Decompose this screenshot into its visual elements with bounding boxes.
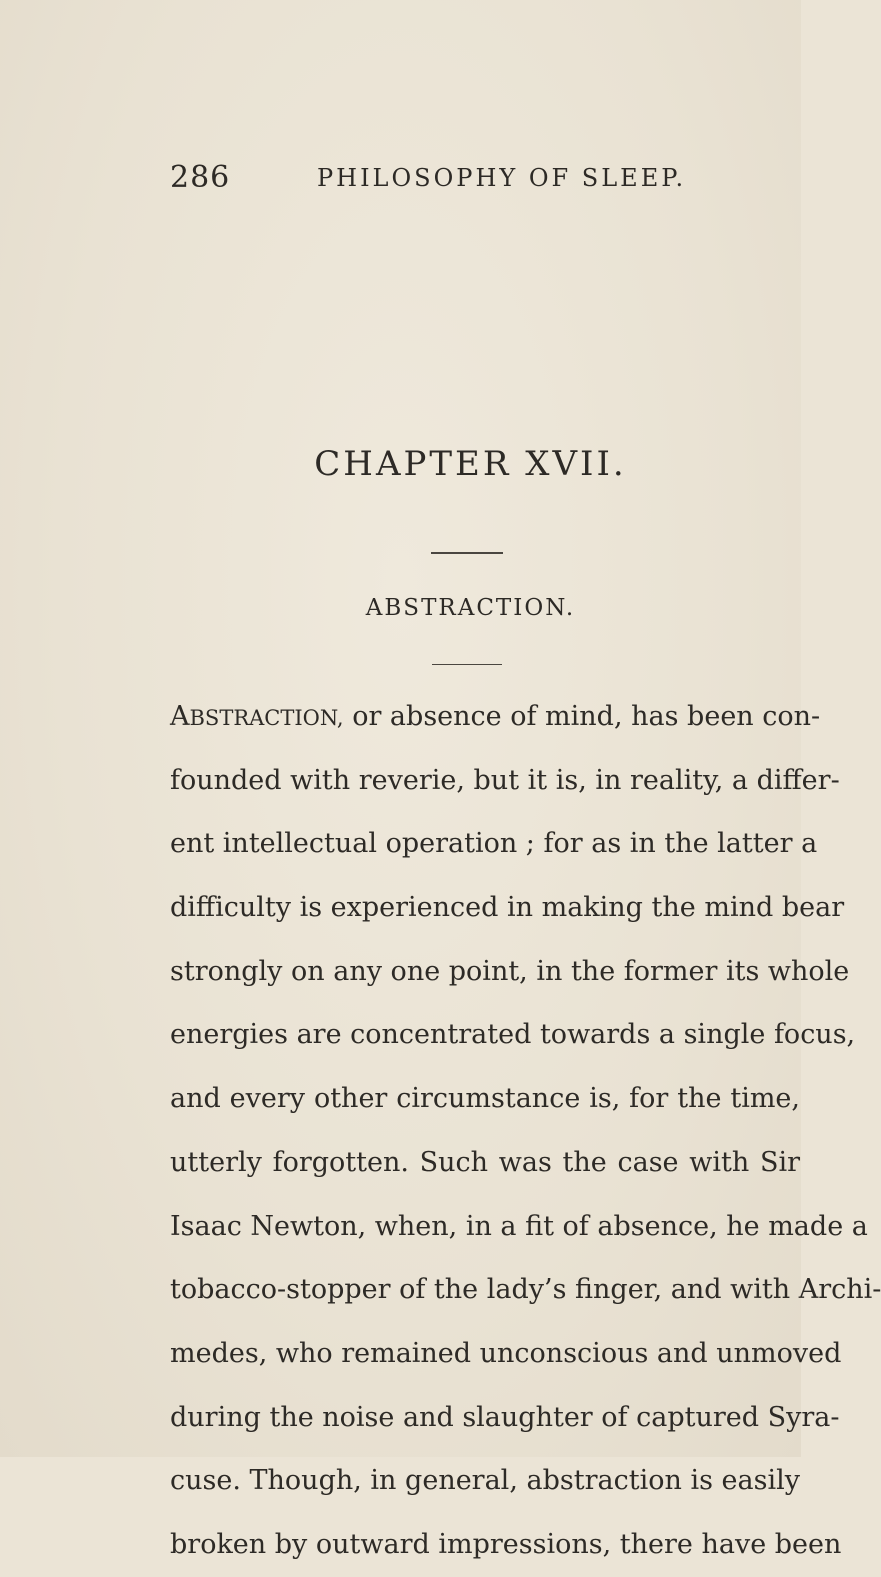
text-line: and every other circumstance is, for the time, [170, 1083, 800, 1115]
text-line: energies are concentrated towards a single focus, [170, 1019, 856, 1051]
text-line: ent intellectual operation ; for as in the latter a [170, 828, 818, 860]
body-text [170, 685, 881, 1577]
small-caps-word: BSTRACTION, [189, 706, 344, 730]
text-line: Isaac Newton, when, in a fit of absence, he made a [170, 1210, 868, 1242]
line-text: or absence of mind, has been con- [343, 701, 821, 732]
text-line: medes, who remained unconscious and unmoved [170, 1337, 842, 1369]
text-line [170, 685, 821, 749]
text-line: broken by outward impressions, there have been [170, 1528, 842, 1560]
text-line: cuse. Though, in general, abstraction is easily [170, 1465, 800, 1497]
text-line: utterly forgotten. Such was the case with Sir [170, 1146, 800, 1178]
text-line: founded with reverie, but it is, in reality, a differ- [170, 764, 840, 796]
chapter-title: CHAPTER XVII. [314, 444, 627, 484]
drop-initial: A [170, 701, 190, 732]
text-line: tobacco-stopper of the lady’s finger, and with Archi- [170, 1274, 881, 1306]
text-line: strongly on any one point, in the former its whole [170, 955, 850, 987]
text-line: during the noise and slaughter of captured Syra- [170, 1401, 840, 1433]
section-title: ABSTRACTION. [365, 595, 576, 621]
text-line: difficulty is experienced in making the mind bear [170, 892, 845, 924]
running-head: PHILOSOPHY OF SLEEP. [317, 164, 687, 192]
page-header [170, 160, 730, 200]
page-number: 286 [170, 160, 231, 195]
section-divider [432, 664, 502, 665]
title-divider [431, 552, 503, 554]
